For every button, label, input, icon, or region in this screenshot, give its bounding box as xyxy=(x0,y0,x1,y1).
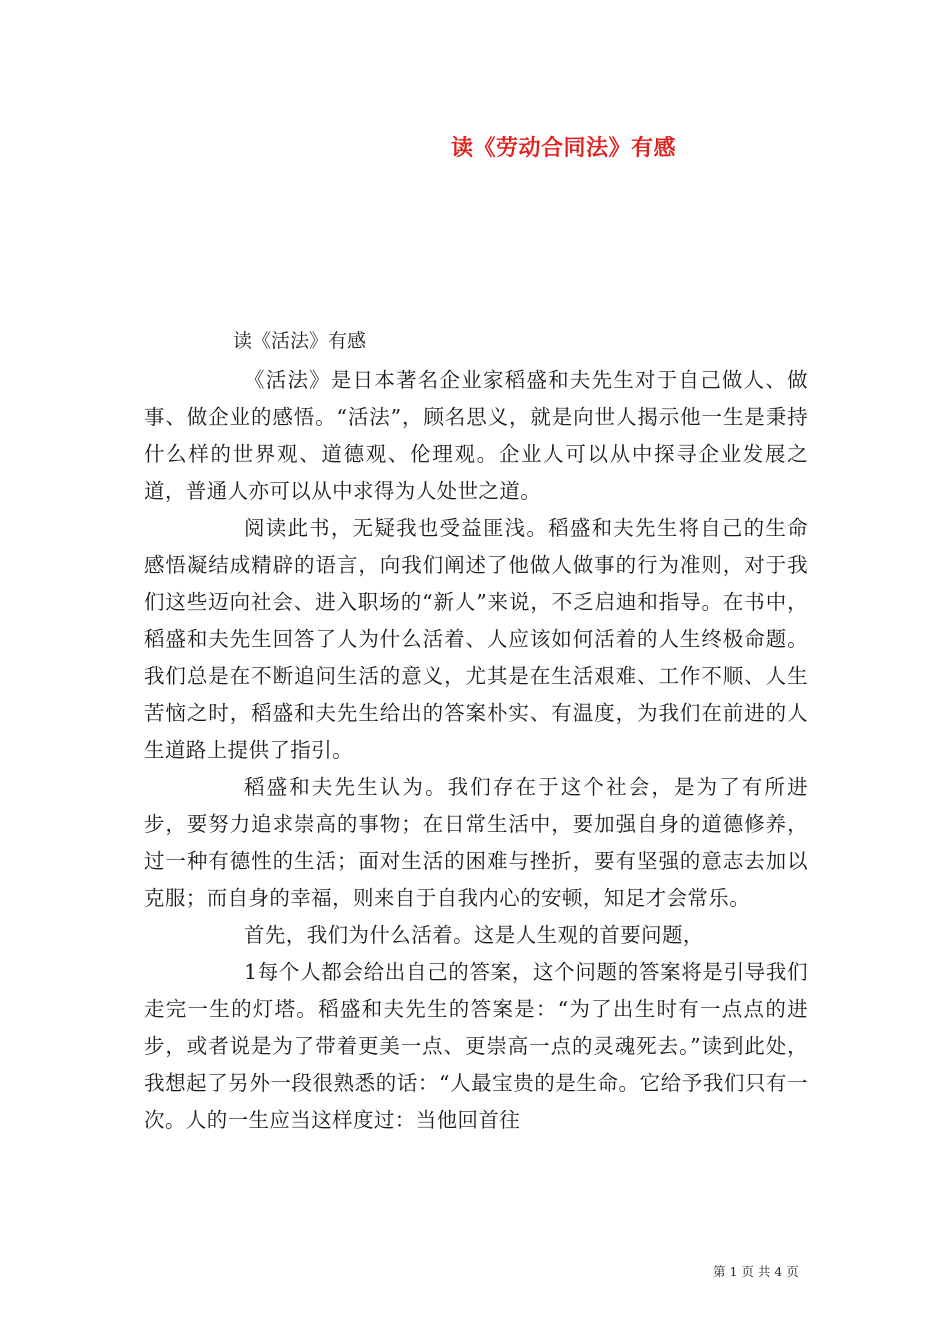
paragraph-reading: 阅读此书，无疑我也受益匪浅。稻盛和夫先生将自己的生命感悟凝结成精辟的语言，向我们阐述了他做人做事的行为准则，对于我们这些迈向社会、进入职场的“新人”来说，不乏启迪和指导。在书中，稻盛和夫先生回答了人为什么活着、人应该如何活着的人生终极命题。我们总是在不断追问生活的意义，尤其是在生活艰难、工作不顺、人生苦恼之时，稻盛和夫先生给出的答案朴实、有温度，为我们在前进的人生道路上提供了指引。 xyxy=(144,516,808,762)
document-subtitle: 读《活法》有感 xyxy=(233,330,367,352)
paragraph-answer: 1每个人都会给出自己的答案，这个问题的答案将是引导我们走完一生的灯塔。稻盛和夫先生的答案是：“为了出生时有一点点的进步，或者说是为了带着更美一点、更崇高一点的灵魂死去。”读到此处，我想起了另外一段很熟悉的话：“人最宝贵的是生命。它给予我们只有一次。人的一生应当这样度过：当他回首往 xyxy=(144,960,808,1132)
paragraph-view: 稻盛和夫先生认为。我们存在于这个社会，是为了有所进步，要努力追求崇高的事物；在日常生活中，要加强自身的道德修养，过一种有德性的生活；面对生活的困难与挫折，要有坚强的意志去加以克服；而自身的幸福，则来自于自我内心的安顿，知足才会常乐。 xyxy=(144,775,808,910)
paragraph-intro: 《活法》是日本著名企业家稻盛和夫先生对于自己做人、做事、做企业的感悟。“活法”，顾名思义，就是向世人揭示他一生是秉持什么样的世界观、道德观、伦理观。企业人可以从中探寻企业发展之道，普通人亦可以从中求得为人处世之道。 xyxy=(144,368,808,503)
page-number-footer: 第 1 页 共 4 页 xyxy=(713,1264,799,1279)
document-title: 读《劳动合同法》有感 xyxy=(451,135,677,161)
document-body xyxy=(144,362,808,1139)
paragraph-first: 首先，我们为什么活着。这是人生观的首要问题， xyxy=(244,923,704,947)
